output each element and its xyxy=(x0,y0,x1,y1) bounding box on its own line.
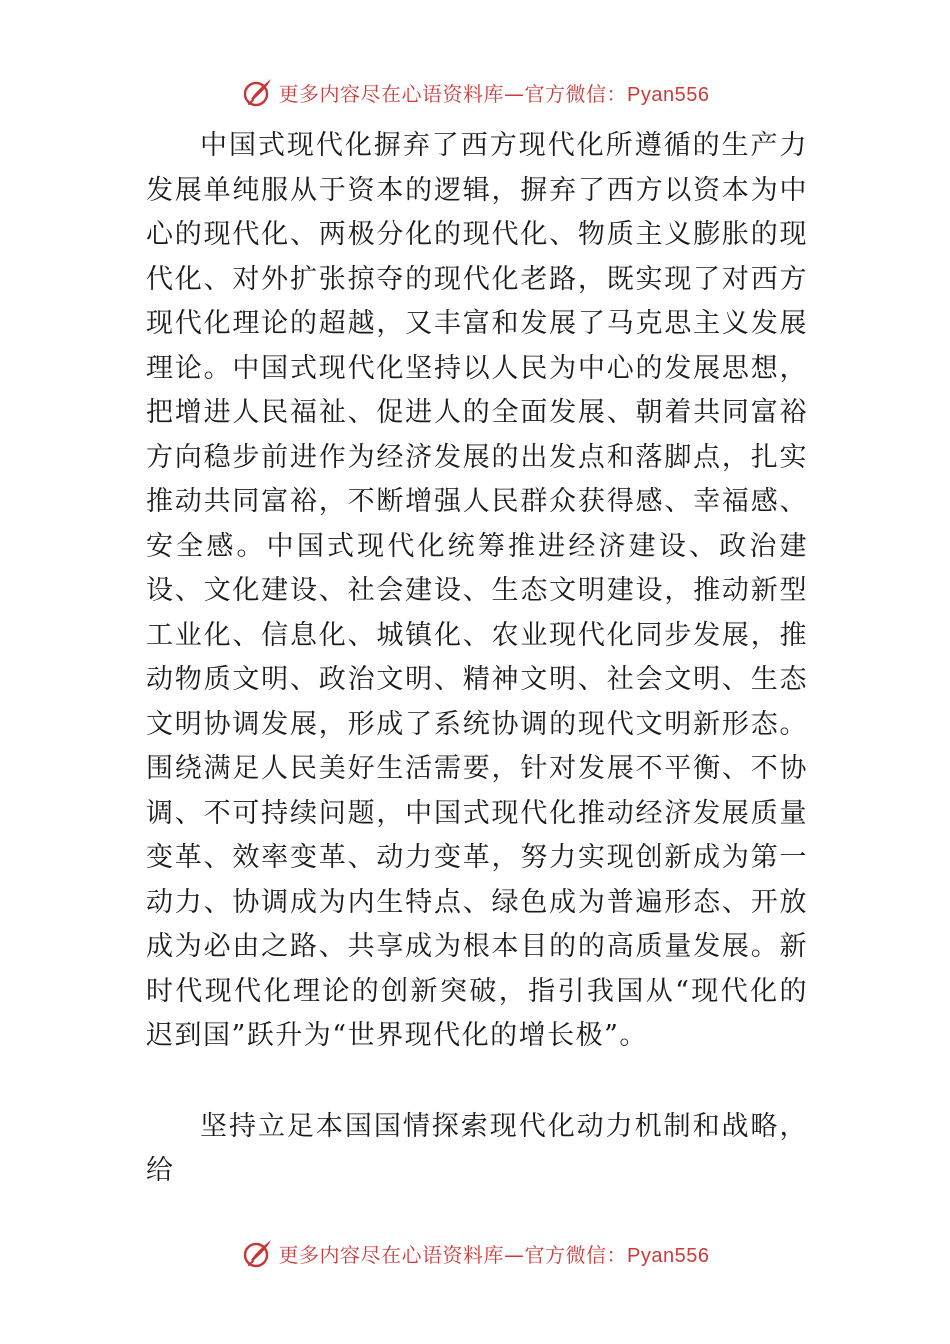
quill-logo-icon xyxy=(241,75,275,109)
footer-prefix: 更多内容尽在心语资料库 xyxy=(278,1242,505,1267)
header-text xyxy=(279,78,710,107)
footer-wechat-label: 官方微信： xyxy=(524,1242,628,1267)
footer-wechat-id: Pyan556 xyxy=(627,1244,710,1267)
header-wechat-id: Pyan556 xyxy=(627,83,710,106)
footer-separator: — xyxy=(504,1242,525,1267)
header-prefix: 更多内容尽在心语资料库 xyxy=(278,81,505,106)
quill-logo-icon xyxy=(241,1236,275,1270)
footer-text xyxy=(279,1239,710,1268)
footer-banner xyxy=(0,1233,950,1273)
document-body xyxy=(146,124,808,1194)
paragraph-2: 坚持立足本国国情探索现代化动力机制和战略，给 xyxy=(146,1110,808,1186)
header-banner xyxy=(0,72,950,112)
paragraph-1: 中国式现代化摒弃了西方现代化所遵循的生产力发展单纯服从于资本的逻辑，摒弃了西方以资本为中心的现代化、两极分化的现代化、物质主义膨胀的现代化、对外扩张掠夺的现代化老路，既实现了对西方现代化理论的超越，又丰富和发展了马克思主义发展理论。中国式现代化坚持以人民为中心的发展思想，把增进人民福祉、促进人的全面发展、朝着共同富裕方向稳步前进作为经济发展的出发点和落脚点，扎实推动共同富裕，不断增强人民群众获得感、幸福感、安全感。中国式现代化统筹推进经济建设、政治建设、文化建设、社会建设、生态文明建设，推动新型工业化、信息化、城镇化、农业现代化同步发展，推动物质文明、政治文明、精神文明、社会文明、生态文明协调发展，形成了系统协调的现代文明新形态。围绕满足人民美好生活需要，针对发展不平衡、不协调、不可持续问题，中国式现代化推动经济发展质量变革、效率变革、动力变革，努力实现创新成为第一动力、协调成为内生特点、绿色成为普遍形态、开放成为必由之路、共享成为根本目的的高质量发展。新时代现代化理论的创新突破，指引我国从“现代化的迟到国”跃升为“世界现代化的增长极”。 xyxy=(146,130,808,1051)
header-separator: — xyxy=(504,81,525,106)
header-wechat-label: 官方微信： xyxy=(524,81,628,106)
